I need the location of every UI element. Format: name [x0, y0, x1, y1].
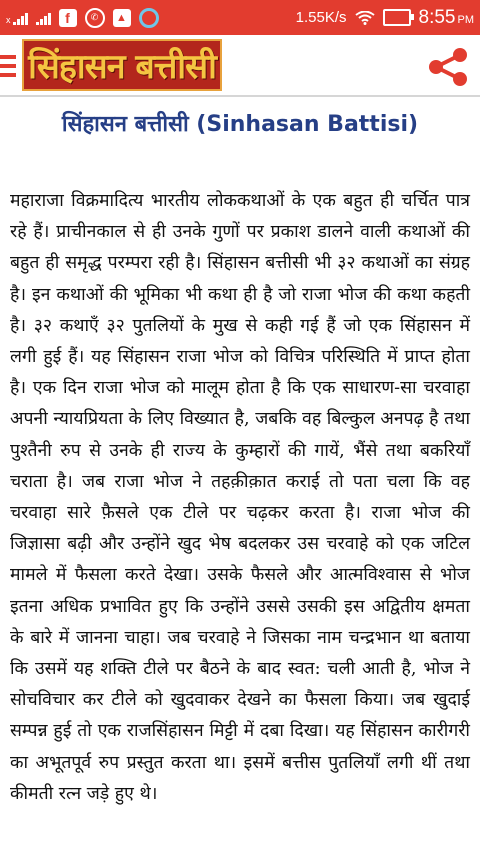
wifi-icon	[355, 11, 375, 25]
app-logo	[22, 39, 222, 91]
article-title: सिंहासन बत्तीसी (Sinhasan Battisi)	[61, 112, 419, 137]
whatsapp-icon: ✆	[85, 8, 105, 28]
share-icon[interactable]	[425, 47, 471, 87]
signal-icon	[6, 11, 28, 25]
hamburger-menu-icon[interactable]	[0, 55, 16, 77]
no-signal-mark: x	[6, 14, 11, 25]
facebook-icon: f	[59, 9, 77, 27]
status-bar	[0, 0, 480, 35]
article-paragraph: महाराजा विक्रमादित्य भारतीय लोककथाओं के एक बहुत ही चर्चित पात्र रहे हैं। प्राचीनकाल से ही उनके गुणों पर प्रकाश डालने वाली कथाओं की बहुत ही समृद्ध परम्परा रही है। सिंहासन बत्तीसी भी ३२ कथाओं का संग्रह है। इन कथाओं की भूमिका भी कथा ही है जो राजा भोज की कथा कहती है। ३२ कथाएँ ३२ पुतलियों के मुख से कही गई हैं जो एक सिंहासन में लगी हुई हैं। यह सिंहासन राजा भोज को विचित्र परिस्थिति में प्राप्त होता है। एक दिन राजा भोज को मालूम होता है कि एक साधारण-सा चरवाहा अपनी न्यायप्रियता के लिए विख्यात है, जबकि वह बिल्कुल अनपढ़ है तथा पुश्तैनी रुप से उनके ही राज्य के कुम्हारों की गायें, भैंसे तथा बकरियाँ चराता है। जब राजा भोज ने तहक़ीक़ात कराई तो पता चला कि वह चरवाहा सारे फ़ैसले एक टीले पर चढ़कर करता है। राजा भोज की जिज्ञासा बढ़ी और उन्होंने खुद भेष बदलकर उस चरवाहे को एक जटिल मामले में फैसला करते देखा। उसके फैसले और आत्मविश्वास से भोज इतना अधिक प्रभावित हुए कि उन्होंने उससे उसकी इस अद्वितीय क्षमता के बारे में जानना चाहा। जब चरवाहे ने जिसका नाम चन्द्रभान था बताया कि उसमें यह शक्ति टीले पर बैठने के बाद स्वत: चली आती है, भोज ने सोचविचार कर टीले को खुदवाकर देखने का फैसला किया। जब खुदाई सम्पन्न हुई तो एक राजसिंहासन मिट्टी में दबा दिखा। यह सिंहासन कारीगरी का अभूतपूर्व रुप प्रस्तुत करता था। इसमें बत्तीस पुतलियाँ लगी थीं तथा कीमती रत्न जड़े हुए थे।	[10, 191, 470, 804]
status-bar-right	[296, 7, 474, 29]
app-bar	[0, 35, 480, 97]
clock-ampm: PM	[457, 13, 474, 26]
network-speed: 1.55K/s	[295, 9, 347, 26]
status-bar-left	[6, 8, 296, 28]
clock-time: 8:55	[418, 6, 456, 28]
article-body	[10, 186, 470, 810]
signal-icon-2	[36, 11, 51, 25]
circle-app-icon	[139, 8, 159, 28]
gallery-icon: ▲	[113, 9, 131, 27]
app-logo-text: सिंहासन बत्तीसी	[28, 47, 216, 87]
battery-icon	[383, 9, 411, 26]
